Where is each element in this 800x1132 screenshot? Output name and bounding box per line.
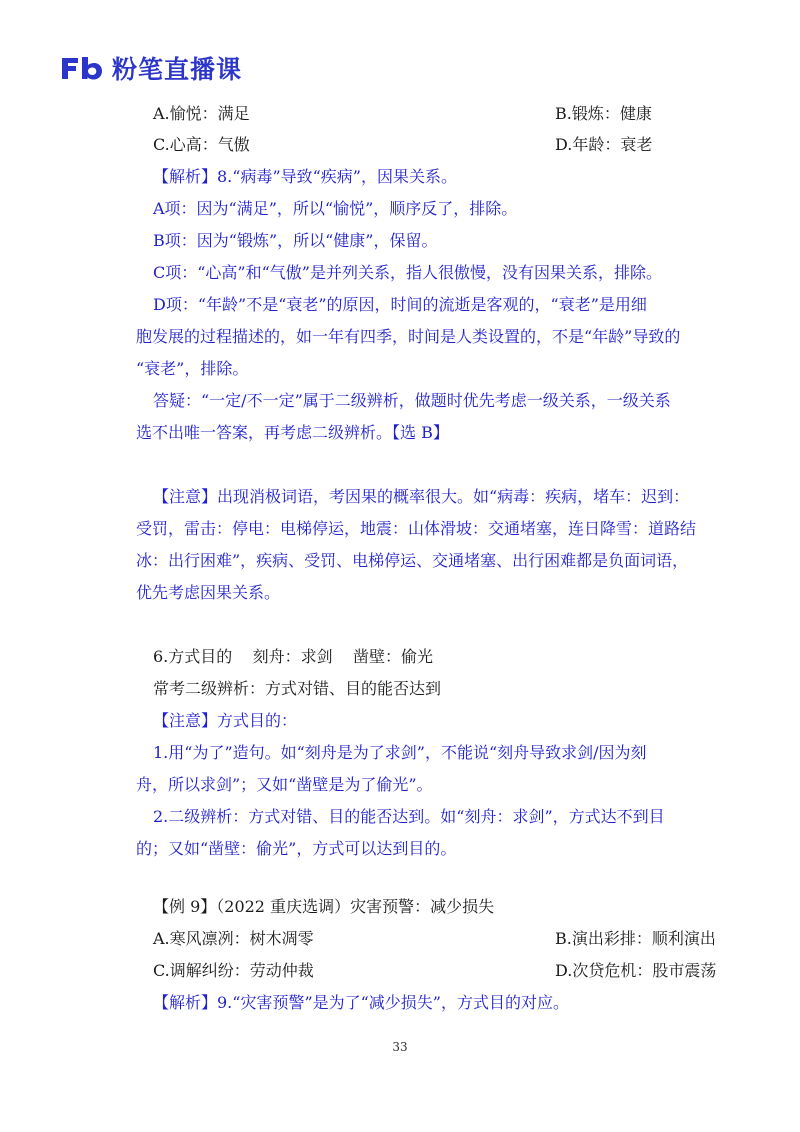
- note-line: 冰：出行困难”，疾病、受罚、电梯停运、交通堵塞、出行困难都是负面词语，: [136, 551, 689, 570]
- option-d: D.年龄：衰老: [555, 135, 653, 154]
- question-stem: 【例 9】（2022 重庆选调）灾害预警：减少损失: [153, 897, 495, 916]
- note-line: 受罚，雷击：停电：电梯停运，地震：山体滑坡：交通堵塞，连日降雪：道路结: [136, 519, 697, 538]
- option-row: [153, 134, 690, 156]
- analysis-line: 选不出唯一答案，再考虑二级辨析。【选 B】: [136, 423, 449, 442]
- option-row: [153, 103, 690, 125]
- section-subtitle: 常考二级辨析：方式对错、目的能否达到: [153, 679, 442, 698]
- note-line: 2.二级辨析：方式对错、目的能否达到。如“刻舟：求剑”，方式达不到目: [153, 807, 665, 826]
- note-line: 1.用“为了”造句。如“刻舟是为了求剑”，不能说“刻舟导致求剑/因为刻: [153, 743, 647, 762]
- note-line: 的；又如“凿壁：偷光”，方式可以达到目的。: [136, 839, 457, 858]
- section-title: 6.方式目的 刻舟：求剑 凿壁：偷光: [153, 647, 433, 666]
- analysis-line: A项：因为“满足”，所以“愉悦”，顺序反了，排除。: [153, 199, 518, 218]
- analysis-line: D项：“年龄”不是“衰老”的原因，时间的流逝是客观的，“衰老”是用细: [153, 295, 647, 314]
- analysis-line: 答疑：“一定/不一定”属于二级辨析，做题时优先考虑一级关系，一级关系: [153, 391, 671, 410]
- option-c: C.心高：气傲: [153, 135, 250, 154]
- note-line: 舟，所以求剑”；又如“凿壁是为了偷光”。: [136, 775, 433, 794]
- option-a: A.寒风凛冽：树木凋零: [153, 929, 314, 948]
- note-line: 优先考虑因果关系。: [136, 583, 281, 602]
- option-c: C.调解纠纷：劳动仲裁: [153, 961, 314, 980]
- option-row: [153, 960, 717, 982]
- option-b: B.锻炼：健康: [555, 104, 652, 123]
- analysis-line: “衰老”，排除。: [136, 359, 249, 378]
- analysis-line: B项：因为“锻炼”，所以“健康”，保留。: [153, 231, 438, 250]
- analysis-heading: 【解析】9.“灾害预警”是为了“减少损失”，方式目的对应。: [153, 993, 569, 1012]
- option-a: A.愉悦：满足: [153, 104, 250, 123]
- page-number: 33: [392, 1040, 408, 1054]
- option-b: B.演出彩排：顺利演出: [555, 929, 716, 948]
- analysis-line: 胞发展的过程描述的，如一年有四季，时间是人类设置的，不是“年龄”导致的: [136, 327, 681, 346]
- note-heading: 【注意】方式目的：: [153, 711, 298, 730]
- analysis-heading: 【解析】8.“病毒”导致“疾病”，因果关系。: [153, 167, 457, 186]
- note-line: 【注意】出现消极词语，考因果的概率很大。如“病毒：疾病，堵车：迟到：: [153, 487, 690, 506]
- option-d: D.次贷危机：股市震荡: [555, 961, 717, 980]
- analysis-line: C项：“心高”和“气傲”是并列关系，指人很傲慢，没有因果关系，排除。: [153, 263, 662, 282]
- brand-name: 粉笔直播课: [112, 55, 243, 84]
- option-row: [153, 928, 716, 950]
